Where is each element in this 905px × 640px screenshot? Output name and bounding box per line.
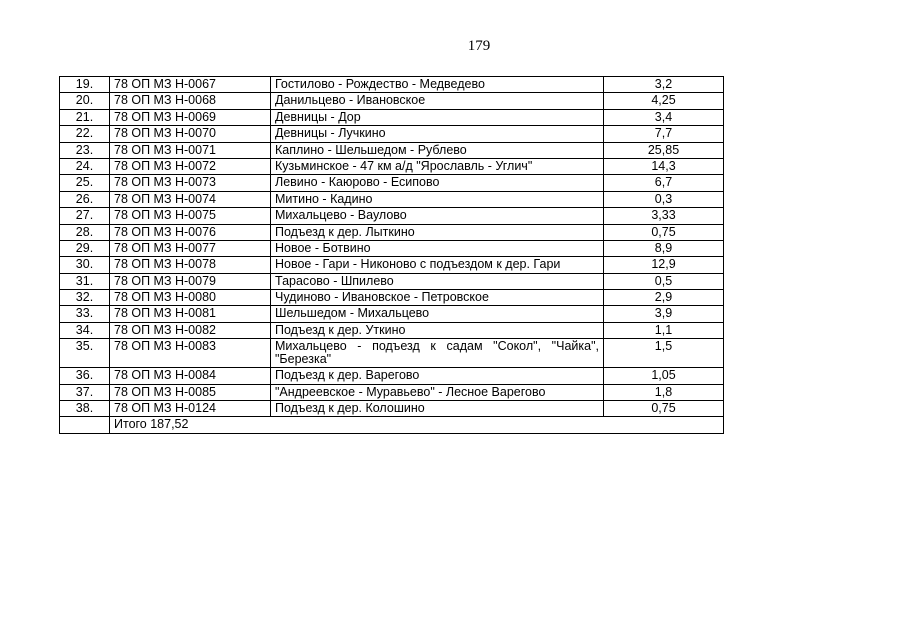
- table-row: [60, 142, 724, 158]
- road-length-cell: 7,7: [604, 126, 724, 142]
- road-name-cell: Девницы - Дор: [271, 109, 604, 125]
- road-code-cell: 78 ОП МЗ Н-0071: [110, 142, 271, 158]
- table-row: [60, 224, 724, 240]
- road-name-cell: Данильцево - Ивановское: [271, 93, 604, 109]
- road-length-cell: 2,9: [604, 290, 724, 306]
- row-number-cell: 29.: [60, 240, 110, 256]
- road-code-cell: 78 ОП МЗ Н-0124: [110, 401, 271, 417]
- road-length-cell: 3,33: [604, 208, 724, 224]
- road-code-cell: 78 ОП МЗ Н-0070: [110, 126, 271, 142]
- row-number-cell: 22.: [60, 126, 110, 142]
- road-length-cell: 3,4: [604, 109, 724, 125]
- road-length-cell: 3,9: [604, 306, 724, 322]
- table-row: [60, 175, 724, 191]
- roads-table: [59, 76, 724, 434]
- road-name-cell: Подъезд к дер. Варегово: [271, 368, 604, 384]
- table-row: [60, 384, 724, 400]
- road-code-cell: 78 ОП МЗ Н-0073: [110, 175, 271, 191]
- road-code-cell: 78 ОП МЗ Н-0078: [110, 257, 271, 273]
- road-code-cell: 78 ОП МЗ Н-0079: [110, 273, 271, 289]
- total-blank-cell: [60, 417, 110, 433]
- road-code-cell: 78 ОП МЗ Н-0075: [110, 208, 271, 224]
- table-row: [60, 126, 724, 142]
- table-row: [60, 339, 724, 368]
- table-row: [60, 257, 724, 273]
- road-name-cell: Новое - Ботвино: [271, 240, 604, 256]
- road-code-cell: 78 ОП МЗ Н-0069: [110, 109, 271, 125]
- total-row: [60, 417, 724, 433]
- row-number-cell: 28.: [60, 224, 110, 240]
- table-row: [60, 93, 724, 109]
- table-row: [60, 158, 724, 174]
- table-row: [60, 77, 724, 93]
- road-name-cell: Чудиново - Ивановское - Петровское: [271, 290, 604, 306]
- road-code-cell: 78 ОП МЗ Н-0082: [110, 322, 271, 338]
- row-number-cell: 26.: [60, 191, 110, 207]
- road-code-cell: 78 ОП МЗ Н-0076: [110, 224, 271, 240]
- road-length-cell: 0,75: [604, 401, 724, 417]
- road-code-cell: 78 ОП МЗ Н-0068: [110, 93, 271, 109]
- table-row: [60, 306, 724, 322]
- row-number-cell: 20.: [60, 93, 110, 109]
- row-number-cell: 35.: [60, 339, 110, 368]
- row-number-cell: 21.: [60, 109, 110, 125]
- row-number-cell: 33.: [60, 306, 110, 322]
- row-number-cell: 31.: [60, 273, 110, 289]
- road-name-cell: Подъезд к дер. Лыткино: [271, 224, 604, 240]
- road-length-cell: 14,3: [604, 158, 724, 174]
- table-row: [60, 290, 724, 306]
- road-name-cell: "Андреевское - Муравьево" - Лесное Варегово: [271, 384, 604, 400]
- row-number-cell: 27.: [60, 208, 110, 224]
- road-code-cell: 78 ОП МЗ Н-0085: [110, 384, 271, 400]
- row-number-cell: 24.: [60, 158, 110, 174]
- total-label: Итого 187,52: [110, 417, 724, 433]
- road-length-cell: 0,3: [604, 191, 724, 207]
- table-row: [60, 208, 724, 224]
- road-code-cell: 78 ОП МЗ Н-0084: [110, 368, 271, 384]
- table-row: [60, 273, 724, 289]
- row-number-cell: 38.: [60, 401, 110, 417]
- road-name-cell: Шельшедом - Михальцево: [271, 306, 604, 322]
- table-row: [60, 401, 724, 417]
- road-code-cell: 78 ОП МЗ Н-0067: [110, 77, 271, 93]
- road-length-cell: 1,5: [604, 339, 724, 368]
- row-number-cell: 36.: [60, 368, 110, 384]
- road-name-cell: Подъезд к дер. Уткино: [271, 322, 604, 338]
- road-name-cell: Каплино - Шельшедом - Рублево: [271, 142, 604, 158]
- road-name-cell: Новое - Гари - Никоново с подъездом к дер. Гари: [271, 257, 604, 273]
- road-length-cell: 6,7: [604, 175, 724, 191]
- table-row: [60, 191, 724, 207]
- road-name-cell: Девницы - Лучкино: [271, 126, 604, 142]
- row-number-cell: 34.: [60, 322, 110, 338]
- road-name-cell: Митино - Кадино: [271, 191, 604, 207]
- road-length-cell: 0,5: [604, 273, 724, 289]
- road-length-cell: 1,8: [604, 384, 724, 400]
- road-length-cell: 0,75: [604, 224, 724, 240]
- row-number-cell: 19.: [60, 77, 110, 93]
- road-length-cell: 12,9: [604, 257, 724, 273]
- road-length-cell: 8,9: [604, 240, 724, 256]
- road-name-cell: Михальцево - подъезд к садам "Сокол", "Чайка", "Березка": [271, 339, 604, 368]
- row-number-cell: 30.: [60, 257, 110, 273]
- road-name-cell: Левино - Каюрово - Есипово: [271, 175, 604, 191]
- road-code-cell: 78 ОП МЗ Н-0081: [110, 306, 271, 322]
- road-name-cell: Кузьминское - 47 км а/д "Ярославль - Углич": [271, 158, 604, 174]
- table-row: [60, 368, 724, 384]
- road-length-cell: 25,85: [604, 142, 724, 158]
- road-code-cell: 78 ОП МЗ Н-0083: [110, 339, 271, 368]
- road-length-cell: 3,2: [604, 77, 724, 93]
- row-number-cell: 32.: [60, 290, 110, 306]
- road-name-cell: Михальцево - Ваулово: [271, 208, 604, 224]
- road-code-cell: 78 ОП МЗ Н-0072: [110, 158, 271, 174]
- row-number-cell: 25.: [60, 175, 110, 191]
- road-code-cell: 78 ОП МЗ Н-0074: [110, 191, 271, 207]
- road-code-cell: 78 ОП МЗ Н-0080: [110, 290, 271, 306]
- road-name-cell: Подъезд к дер. Колошино: [271, 401, 604, 417]
- table-row: [60, 109, 724, 125]
- road-length-cell: 4,25: [604, 93, 724, 109]
- road-name-cell: Гостилово - Рождество - Медведево: [271, 77, 604, 93]
- road-length-cell: 1,1: [604, 322, 724, 338]
- table-row: [60, 322, 724, 338]
- row-number-cell: 37.: [60, 384, 110, 400]
- roads-table-body: [60, 77, 724, 434]
- table-row: [60, 240, 724, 256]
- page-number: 179: [467, 38, 491, 54]
- road-length-cell: 1,05: [604, 368, 724, 384]
- road-name-cell: Тарасово - Шпилево: [271, 273, 604, 289]
- road-code-cell: 78 ОП МЗ Н-0077: [110, 240, 271, 256]
- row-number-cell: 23.: [60, 142, 110, 158]
